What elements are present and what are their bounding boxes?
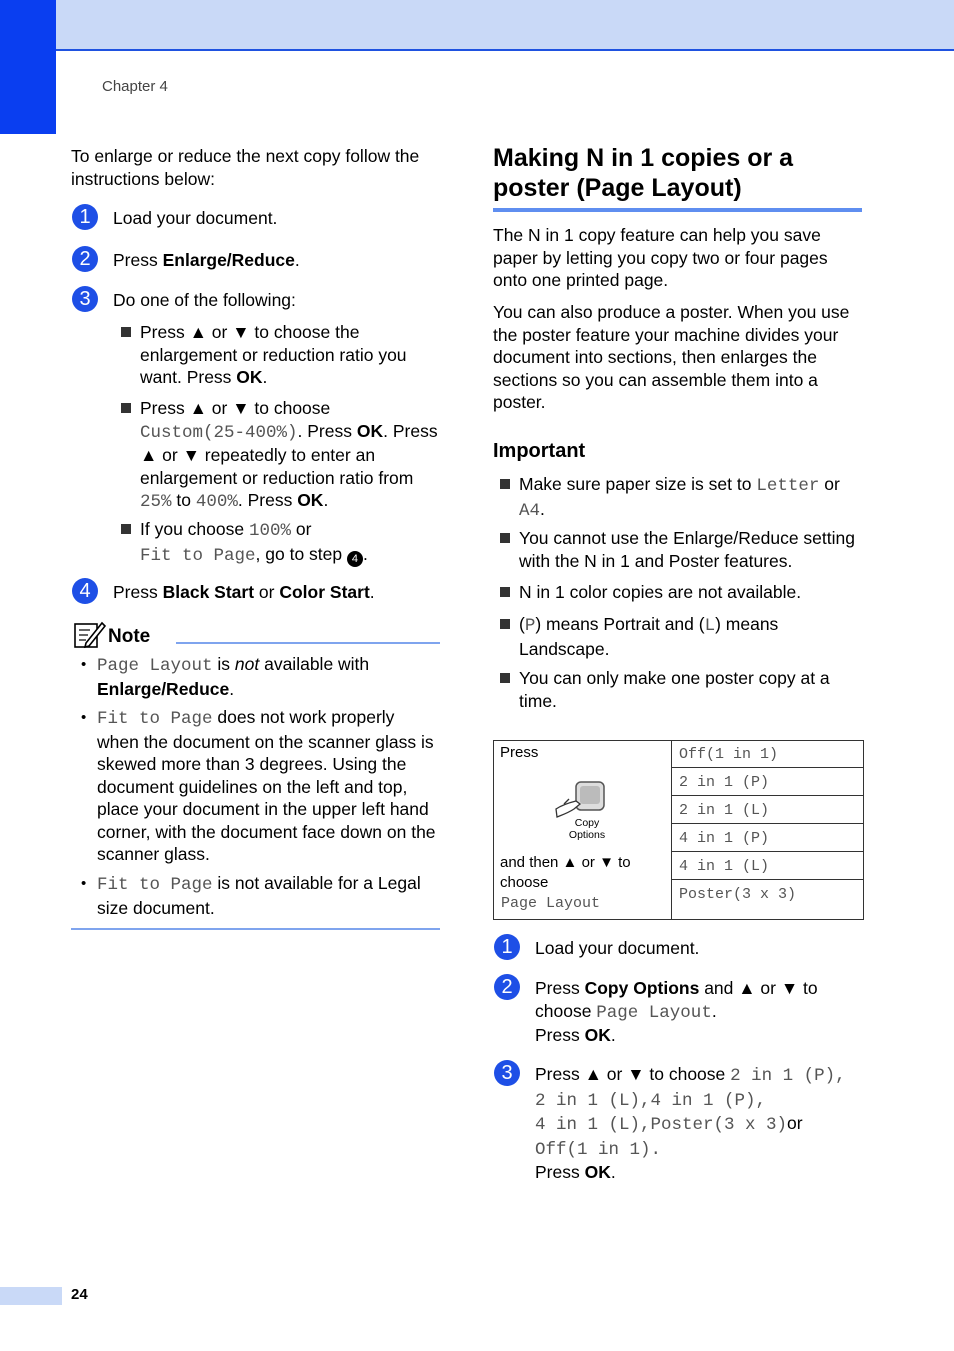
step-number: 2: [72, 246, 98, 272]
step-number: 3: [494, 1060, 520, 1086]
bullet-text: Press ▲ or ▼ to choose Custom(25-400%). Press OK. Press ▲ or ▼ repeatedly to enter an enlargement or reduction ratio from 25% to 400%. Press OK.: [140, 398, 438, 512]
step-text: Load your document.: [535, 938, 700, 958]
bullet-icon: [500, 533, 510, 543]
intro-text: To enlarge or reduce the next copy follow the instructions below:: [71, 146, 420, 189]
step-ref-icon: 4: [347, 551, 363, 567]
bullet-dot: •: [81, 875, 87, 892]
bullet-icon: [500, 619, 510, 629]
note-item: Fit to Page does not work properly when the document on the scanner glass is skewed more than 3 degrees. Using the document guidelines on the left and top, place your document in the upper left hand corner, with the document face down on the scanner glass.: [97, 707, 436, 864]
instruction-cell: [494, 741, 672, 919]
chapter-tab: [0, 0, 56, 134]
bullet-text: If you choose 100% or Fit to Page, go to step 4 .: [140, 519, 368, 566]
note-pencil-icon: [72, 619, 106, 649]
bullet-icon: [500, 673, 510, 683]
important-title: Important: [493, 440, 586, 462]
option-row: 4 in 1 (P): [672, 825, 863, 852]
option-row: 2 in 1 (L): [672, 797, 863, 824]
bullet-dot: •: [81, 709, 87, 726]
note-divider: [176, 642, 440, 644]
step-number: 4: [72, 578, 98, 604]
bullet-icon: [500, 587, 510, 597]
copy-options-button-icon: [554, 779, 606, 819]
important-item: N in 1 color copies are not available.: [519, 582, 802, 602]
note-item: Page Layout is not available with Enlarge/Reduce.: [97, 654, 370, 699]
note-item: Fit to Page is not available for a Legal size document.: [97, 873, 421, 918]
step-number: 2: [494, 974, 520, 1000]
important-item: Make sure paper size is set to Letter or A4.: [519, 474, 840, 521]
heading-underline: [493, 208, 862, 212]
button-caption: Copy Options: [568, 817, 606, 841]
important-item: (P) means Portrait and (L) means Landscape.: [519, 614, 779, 659]
bullet-icon: [500, 479, 510, 489]
option-row: 4 in 1 (L): [672, 853, 863, 880]
table-then-text: and then ▲ or ▼ to choose: [500, 854, 631, 891]
step-text: Press Black Start or Color Start.: [113, 582, 375, 602]
header-band: [0, 0, 954, 51]
section-heading: Making N in 1 copies or a poster (Page Layout): [493, 144, 794, 202]
table-press-text: Press: [500, 744, 539, 761]
step-text: Press Copy Options and ▲ or ▼ to choose Page Layout. Press OK.: [535, 978, 818, 1045]
step-text: Do one of the following:: [113, 290, 296, 310]
layout-options-table: [493, 740, 864, 920]
note-title: Note: [108, 626, 151, 647]
step-number: 3: [72, 286, 98, 312]
option-row: 2 in 1 (P): [672, 769, 863, 796]
chapter-label: Chapter 4: [102, 78, 168, 95]
paragraph: You can also produce a poster. When you use the poster feature your machine divides your document into sections, then enlarges the sections so you can assemble them into a poster.: [493, 302, 850, 412]
note-end-divider: [71, 928, 440, 930]
bullet-icon: [121, 327, 131, 337]
option-row: Off(1 in 1): [672, 741, 863, 768]
important-item: You cannot use the Enlarge/Reduce setting with the N in 1 and Poster features.: [519, 528, 855, 571]
step-number: 1: [494, 934, 520, 960]
table-mono-text: Page Layout: [501, 895, 601, 912]
bullet-icon: [121, 524, 131, 534]
step-text: Load your document.: [113, 208, 278, 228]
bullet-icon: [121, 403, 131, 413]
page-number-bar: [0, 1287, 62, 1305]
bullet-text: Press ▲ or ▼ to choose the enlargement or reduction ratio you want. Press OK.: [140, 322, 407, 387]
page-number: 24: [71, 1286, 88, 1303]
step-text: Press ▲ or ▼ to choose 2 in 1 (P), 2 in 1 (L),4 in 1 (P), 4 in 1 (L),Poster(3 x 3)or Off(1 in 1). Press OK.: [535, 1064, 846, 1182]
step-text: Press Enlarge/Reduce.: [113, 250, 300, 270]
option-row: Poster(3 x 3): [679, 886, 797, 903]
important-item: You can only make one poster copy at a time.: [519, 668, 830, 711]
bullet-dot: •: [81, 656, 87, 673]
step-number: 1: [72, 204, 98, 230]
paragraph: The N in 1 copy feature can help you save paper by letting you copy two or four pages onto one printed page.: [493, 225, 828, 290]
